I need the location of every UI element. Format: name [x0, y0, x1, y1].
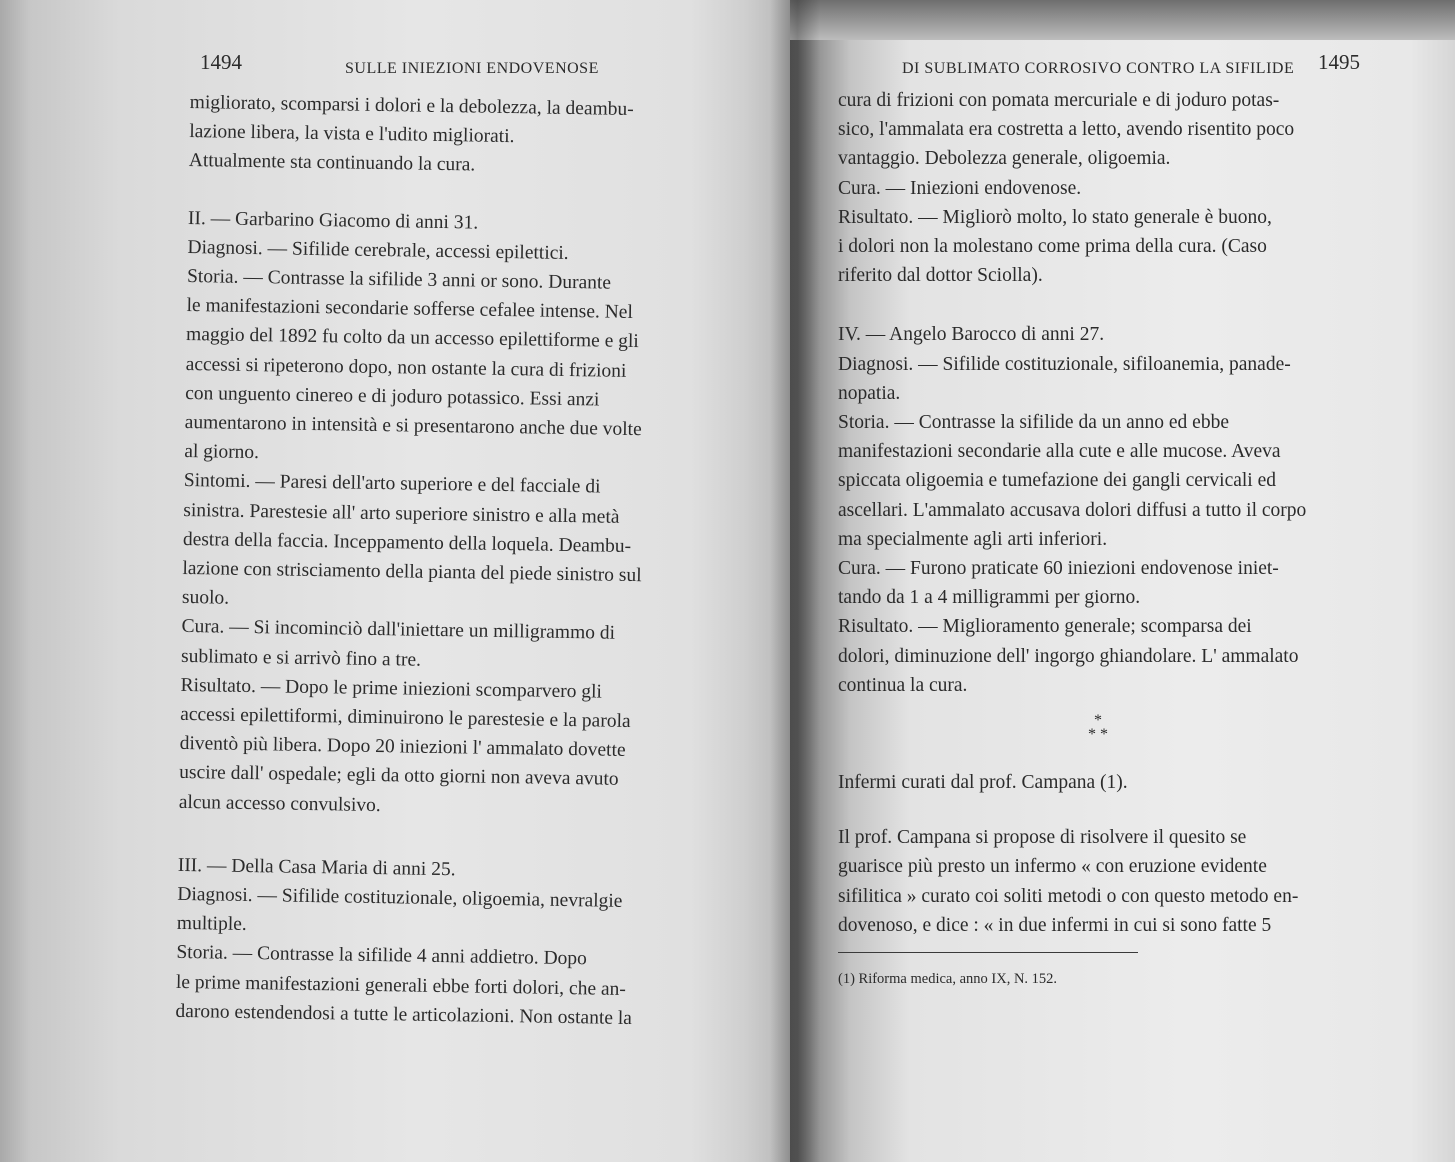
- case-heading: II. — Garbarino Giacomo di anni 31.: [187, 207, 479, 234]
- text-line: Storia. — Contrasse la sifilide da un anno ed ebbe: [838, 412, 1229, 434]
- text-line: le manifestazioni secondarie sofferse cefalee intense. Nel: [186, 295, 634, 324]
- case-heading: III. — Della Casa Maria di anni 25.: [177, 854, 456, 881]
- left-page-number: 1494: [200, 50, 242, 74]
- text-line: aumentarono in intensità e si presentarono anche due volte: [184, 411, 642, 441]
- right-running-header: DI SUBLIMATO CORROSIVO CONTRO LA SIFILIDE: [902, 60, 1295, 77]
- text-line: accessi epilettiformi, diminuirono le parestesie e la parola: [179, 703, 631, 733]
- section-separator: [838, 714, 1358, 742]
- text-line: migliorato, scomparsi i dolori e la debolezza, la deambu-: [189, 91, 634, 120]
- text-line: uscire dall' ospedale; egli da otto giorni non aveva avuto: [179, 762, 619, 791]
- text-line: riferito dal dottor Sciolla).: [838, 265, 1043, 287]
- text-line: continua la cura.: [838, 674, 968, 696]
- text-line: dolori, diminuzione dell' ingorgo ghiandolare. L' ammalato: [838, 645, 1299, 667]
- text-line: Cura. — Furono praticate 60 iniezioni endovenose iniet-: [838, 558, 1279, 580]
- text-line: dovenoso, e dice : « in due infermi in cui si sono fatte 5: [838, 914, 1272, 936]
- gutter-shadow: [770, 0, 820, 1162]
- section-heading: Infermi curati dal prof. Campana (1).: [838, 772, 1128, 794]
- separator-stars: * *: [1088, 726, 1108, 744]
- text-line: suolo.: [181, 587, 230, 609]
- text-line: con unguento cinereo e di joduro potassico. Essi anzi: [185, 382, 600, 411]
- text-line: Diagnosi. — Sifilide cerebrale, accessi epilettici.: [187, 236, 569, 264]
- text-line: sico, l'ammalata era costretta a letto, avendo risentito poco: [838, 119, 1295, 141]
- text-line: Diagnosi. — Sifilide costituzionale, oligoemia, nevralgie: [177, 883, 623, 912]
- text-line: al giorno.: [184, 441, 260, 464]
- text-line: guarisce più presto un infermo « con eruzione evidente: [838, 856, 1267, 878]
- text-line: alcun accesso convulsivo.: [178, 791, 381, 816]
- text-line: darono estendendosi a tutte le articolazioni. Non ostante la: [175, 1000, 633, 1029]
- text-line: ma specialmente agli arti inferiori.: [838, 528, 1108, 550]
- text-line: sifilitica » curato coi soliti metodi o con questo metodo en-: [838, 885, 1299, 907]
- left-text-column: [175, 88, 735, 1035]
- text-line: maggio del 1892 fu colto da un accesso epilettiforme e gli: [185, 324, 639, 353]
- text-line: Storia. — Contrasse la sifilide 3 anni or sono. Durante: [186, 265, 612, 294]
- left-running-header: SULLE INIEZIONI ENDOVENOSE: [345, 60, 599, 77]
- text-line: ascellari. L'ammalato accusava dolori diffusi a tutto il corpo: [838, 499, 1307, 521]
- text-line: Cura. — Iniezioni endovenose.: [838, 177, 1082, 199]
- text-line: sinistra. Parestesie all' arto superiore sinistro e alla metà: [183, 499, 620, 528]
- text-line: Risultato. — Dopo le prime iniezioni scomparvero gli: [180, 674, 603, 703]
- right-text-column: [838, 86, 1370, 989]
- text-line: manifestazioni secondarie alla cute e alle mucose. Aveva: [838, 441, 1281, 463]
- text-line: lazione libera, la vista e l'udito migliorati.: [189, 121, 515, 148]
- text-line: Attualmente sta continuando la cura.: [188, 150, 476, 176]
- top-shadow: [790, 0, 1455, 40]
- footnote-rule: [838, 952, 1138, 953]
- case-heading: IV. — Angelo Barocco di anni 27.: [838, 324, 1105, 346]
- text-line: cura di frizioni con pomata mercuriale e di joduro potas-: [838, 90, 1280, 111]
- text-line: Storia. — Contrasse la sifilide 4 anni addietro. Dopo: [176, 942, 588, 970]
- text-line: Sintomi. — Paresi dell'arto superiore e del facciale di: [183, 470, 601, 498]
- text-line: Diagnosi. — Sifilide costituzionale, sifiloanemia, panade-: [838, 353, 1291, 375]
- text-line: diventò più libera. Dopo 20 iniezioni l' ammalato dovette: [179, 733, 626, 762]
- text-line: accessi si ripeterono dopo, non ostante la cura di frizioni: [185, 353, 627, 382]
- text-line: nopatia.: [838, 382, 901, 404]
- text-line: tando da 1 a 4 milligrammi per giorno.: [838, 587, 1141, 609]
- text-line: Risultato. — Migliorò molto, lo stato generale è buono,: [838, 206, 1272, 228]
- text-line: multiple.: [176, 913, 247, 936]
- text-line: lazione con strisciamento della pianta del piede sinistro sul: [182, 557, 642, 587]
- text-line: Risultato. — Miglioramento generale; scomparsa dei: [838, 616, 1252, 638]
- text-line: spiccata oligoemia e tumefazione dei gangli cervicali ed: [838, 470, 1277, 492]
- text-line: Cura. — Si incominciò dall'iniettare un milligrammo di: [181, 616, 616, 645]
- right-page-number: 1495: [1318, 50, 1360, 74]
- text-line: destra della faccia. Inceppamento della loquela. Deambu-: [182, 528, 632, 557]
- separator-star: *: [1094, 712, 1102, 730]
- text-line: i dolori non la molestano come prima della cura. (Caso: [838, 236, 1267, 258]
- text-line: le prime manifestazioni generali ebbe forti dolori, che an-: [175, 971, 627, 1000]
- footnote: (1) Riforma medica, anno IX, N. 152.: [838, 971, 1058, 988]
- text-line: Il prof. Campana si propose di risolvere il quesito se: [838, 827, 1247, 849]
- text-line: vantaggio. Debolezza generale, oligoemia.: [838, 148, 1171, 170]
- text-line: sublimato e si arrivò fino a tre.: [180, 645, 422, 671]
